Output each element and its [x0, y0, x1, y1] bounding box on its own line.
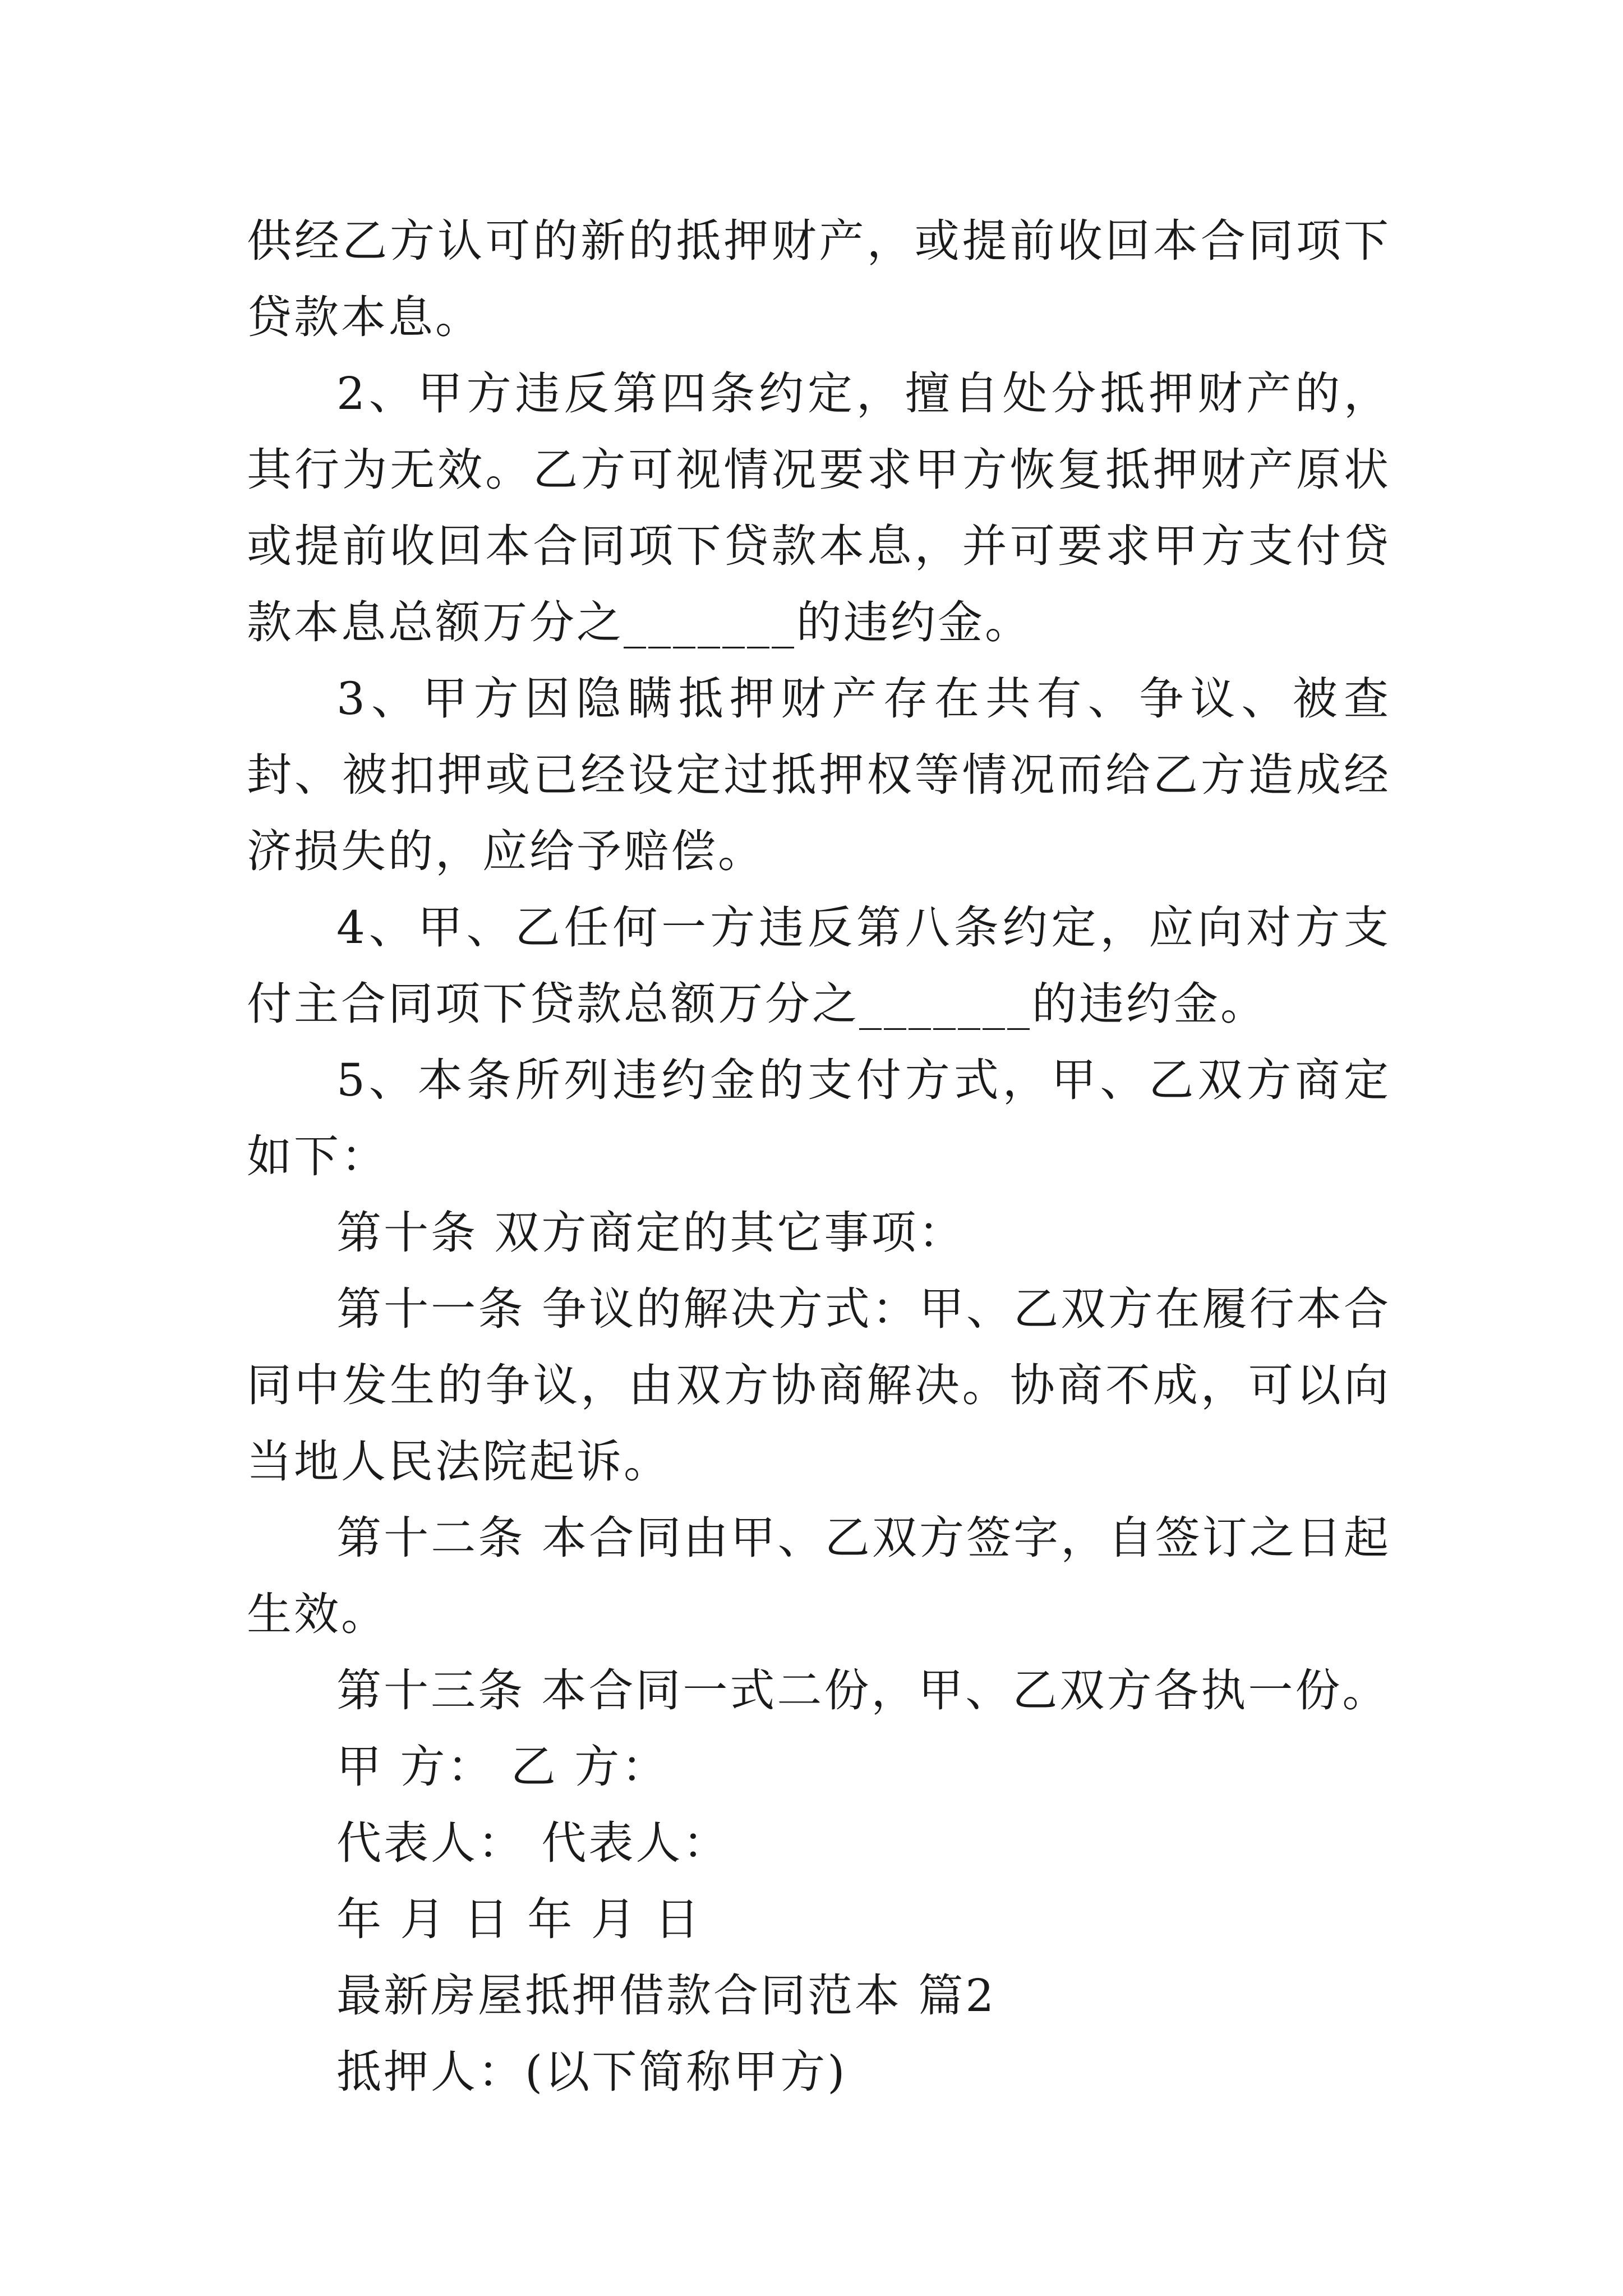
paragraph-continuation: 供经乙方认可的新的抵押财产，或提前收回本合同项下贷款本息。 — [247, 215, 1391, 343]
paragraph-clause-5: 5、本条所列违约金的支付方式，甲、乙双方商定如下： — [247, 1054, 1391, 1182]
paragraph-clause-4: 4、甲、乙任何一方违反第八条约定，应向对方支付主合同项下贷款总额万分之_______的违约金。 — [247, 901, 1391, 1030]
article-13: 第十三条 本合同一式二份，甲、乙双方各执一份。 — [336, 1664, 1390, 1717]
signature-parties: 甲 方： 乙 方： — [336, 1741, 669, 1793]
paragraph-clause-2: 2、甲方违反第四条约定，擅自处分抵押财产的，其行为无效。乙方可视情况要求甲方恢复抵押财产原状或提前收回本合同项下贷款本息，并可要求甲方支付贷款本息总额万分之_______的违约金。 — [247, 367, 1391, 648]
article-11: 第十一条 争议的解决方式：甲、乙双方在履行本合同中发生的争议，由双方协商解决。协商不成，可以向当地人民法院起诉。 — [247, 1283, 1391, 1488]
article-12: 第十二条 本合同由甲、乙双方签字，自签订之日起生效。 — [247, 1512, 1391, 1640]
signature-dates: 年 月 日 年 月 日 — [336, 1893, 702, 1945]
document-body — [247, 203, 1391, 2110]
article-10: 第十条 双方商定的其它事项： — [336, 1207, 966, 1259]
paragraph-clause-3: 3、甲方因隐瞒抵押财产存在共有、争议、被查封、被扣押或已经设定过抵押权等情况而给乙方造成经济损失的，应给予赔偿。 — [247, 673, 1391, 877]
mortgagor-line: 抵押人：(以下简称甲方) — [336, 2046, 847, 2098]
section-title: 最新房屋抵押借款合同范本 篇2 — [336, 1970, 997, 2022]
signature-representatives: 代表人： 代表人： — [336, 1817, 730, 1869]
